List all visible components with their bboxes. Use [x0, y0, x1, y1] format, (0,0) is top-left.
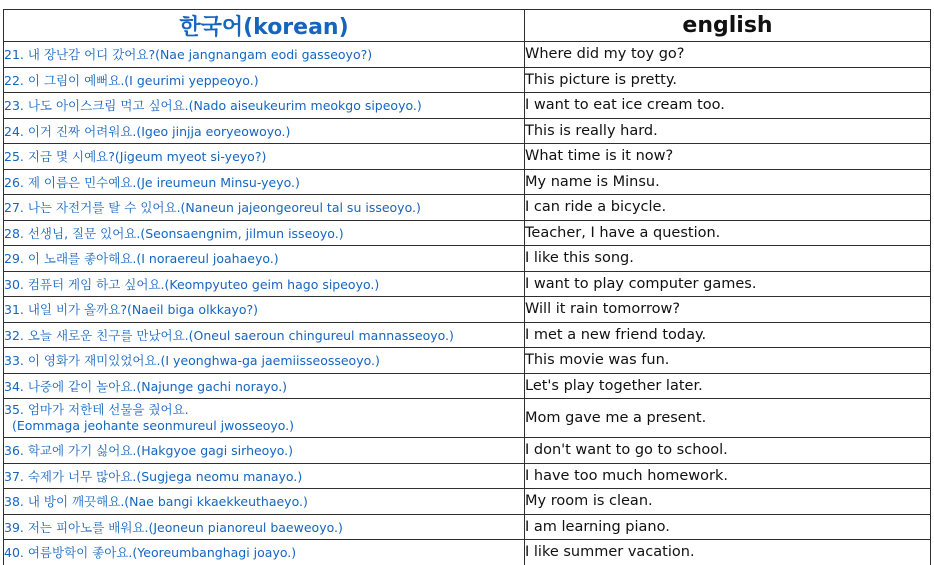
english-translation: Will it rain tomorrow? [525, 297, 931, 323]
english-translation: Mom gave me a present. [525, 399, 931, 438]
table-row [4, 42, 931, 68]
table-row [4, 514, 931, 540]
english-column-header: english [525, 10, 931, 42]
table-row [4, 438, 931, 464]
english-translation: Where did my toy go? [525, 42, 931, 68]
table-row [4, 348, 931, 374]
romanization: (Eommaga jeohante seonmureul jwosseoyo.) [12, 418, 295, 433]
header-row [4, 10, 931, 42]
english-translation: My name is Minsu. [525, 169, 931, 195]
korean-phrase: 30. 컴퓨터 게임 하고 싶어요.(Keompyuteo geim hago sipeoyo.) [4, 271, 525, 297]
english-translation: I like this song. [525, 246, 931, 272]
korean-phrase: 34. 나중에 같이 놀아요.(Najunge gachi norayo.) [4, 373, 525, 399]
table-row [4, 118, 931, 144]
table-row [4, 271, 931, 297]
table-row [4, 220, 931, 246]
korean-phrase: 25. 지금 몇 시예요?(Jigeum myeot si-yeyo?) [4, 144, 525, 170]
table-row [4, 463, 931, 489]
korean-phrase: 39. 저는 피아노를 배워요.(Jeoneun pianoreul baeweoyo.) [4, 514, 525, 540]
korean-column-header: 한국어(korean) [4, 10, 525, 42]
english-translation: I met a new friend today. [525, 322, 931, 348]
korean-phrase: 40. 여름방학이 좋아요.(Yeoreumbanghagi joayo.) [4, 540, 525, 565]
korean-phrase-two-line [4, 399, 525, 438]
korean-phrase: 33. 이 영화가 재미있었어요.(I yeonghwa-ga jaemiisseosseoyo.) [4, 348, 525, 374]
table-row [4, 67, 931, 93]
korean-phrase: 24. 이거 진짜 어려워요.(Igeo jinjja eoryeowoyo.) [4, 118, 525, 144]
table-row [4, 195, 931, 221]
table-row [4, 399, 931, 438]
table-row [4, 322, 931, 348]
table-row [4, 169, 931, 195]
english-translation: This movie was fun. [525, 348, 931, 374]
table-row [4, 93, 931, 119]
phrase-table [3, 9, 931, 565]
table-row [4, 540, 931, 565]
table-row [4, 246, 931, 272]
english-translation: My room is clean. [525, 489, 931, 515]
korean-phrase: 28. 선생님, 질문 있어요.(Seonsaengnim, jilmun isseoyo.) [4, 220, 525, 246]
table-row [4, 297, 931, 323]
english-translation: Teacher, I have a question. [525, 220, 931, 246]
english-translation: Let's play together later. [525, 373, 931, 399]
korean-phrase: 23. 나도 아이스크림 먹고 싶어요.(Nado aiseukeurim meokgo sipeoyo.) [4, 93, 525, 119]
korean-phrase: 32. 오늘 새로운 친구를 만났어요.(Oneul saeroun chingureul mannasseoyo.) [4, 322, 525, 348]
korean-phrase: 21. 내 장난감 어디 갔어요?(Nae jangnangam eodi gasseoyo?) [4, 42, 525, 68]
english-translation: What time is it now? [525, 144, 931, 170]
korean-phrase: 37. 숙제가 너무 많아요.(Sugjega neomu manayo.) [4, 463, 525, 489]
english-translation: I have too much homework. [525, 463, 931, 489]
table-row [4, 144, 931, 170]
korean-phrase: 26. 제 이름은 민수예요.(Je ireumeun Minsu-yeyo.) [4, 169, 525, 195]
english-translation: I want to play computer games. [525, 271, 931, 297]
english-translation: This picture is pretty. [525, 67, 931, 93]
korean-phrase: 22. 이 그림이 예뻐요.(I geurimi yeppeoyo.) [4, 67, 525, 93]
english-translation: I like summer vacation. [525, 540, 931, 565]
korean-phrase: 29. 이 노래를 좋아해요.(I noraereul joahaeyo.) [4, 246, 525, 272]
english-translation: I am learning piano. [525, 514, 931, 540]
korean-phrase: 36. 학교에 가기 싫어요.(Hakgyoe gagi sirheoyo.) [4, 438, 525, 464]
english-translation: This is really hard. [525, 118, 931, 144]
table-row [4, 489, 931, 515]
english-translation: I don't want to go to school. [525, 438, 931, 464]
korean-phrase: 27. 나는 자전거를 탈 수 있어요.(Naneun jajeongeoreul tal su isseoyo.) [4, 195, 525, 221]
korean-phrase: 31. 내일 비가 올까요?(Naeil biga olkkayo?) [4, 297, 525, 323]
table-row [4, 373, 931, 399]
korean-phrase: 35. 엄마가 저한테 선물을 줬어요. [4, 402, 189, 417]
english-translation: I want to eat ice cream too. [525, 93, 931, 119]
korean-phrase: 38. 내 방이 깨끗해요.(Nae bangi kkaekkeuthaeyo.) [4, 489, 525, 515]
english-translation: I can ride a bicycle. [525, 195, 931, 221]
